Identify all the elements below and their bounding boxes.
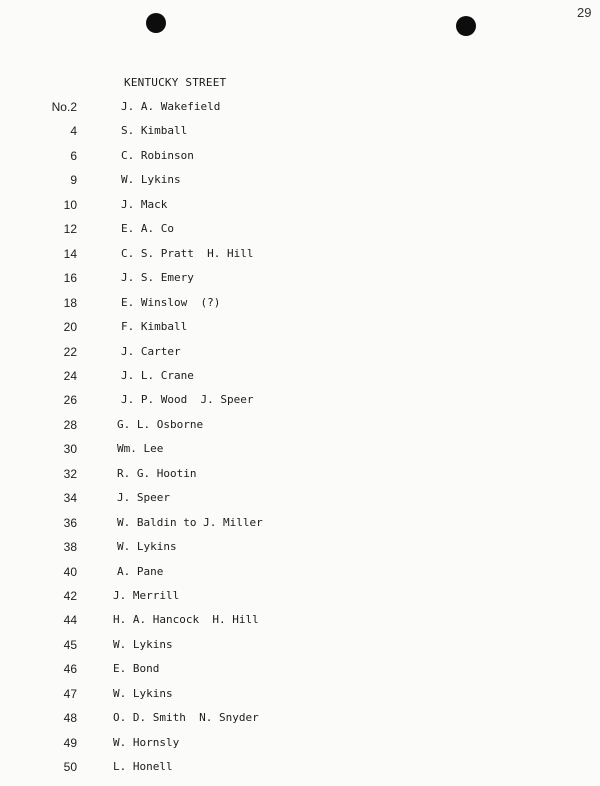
house-number: 34 — [63, 491, 77, 506]
resident-name: A. Pane — [117, 564, 164, 578]
house-number: 50 — [63, 760, 77, 775]
resident-name: J. L. Crane — [121, 368, 194, 382]
house-number: 24 — [63, 368, 77, 383]
resident-name: J. Mack — [121, 197, 168, 211]
house-number: 9 — [70, 173, 77, 188]
resident-name: W. Lykins — [121, 173, 181, 187]
resident-name: J. S. Emery — [121, 271, 194, 285]
house-number: 47 — [63, 686, 77, 701]
house-number: 28 — [63, 417, 77, 432]
resident-name: J. Carter — [121, 344, 181, 358]
house-number: 49 — [63, 735, 77, 750]
house-number: 32 — [63, 466, 77, 481]
house-number: No.2 — [51, 100, 77, 114]
resident-name: J. Speer — [117, 491, 170, 505]
house-number: 6 — [70, 148, 77, 163]
punch-hole-right — [456, 16, 476, 36]
resident-name: W. Lykins — [113, 686, 173, 700]
page-number: 29 — [577, 5, 592, 20]
resident-name: E. A. Co — [121, 222, 174, 236]
house-number: 42 — [63, 589, 77, 603]
street-title: KENTUCKY STREET — [124, 76, 227, 89]
resident-name: S. Kimball — [121, 124, 188, 138]
house-number: 18 — [63, 295, 77, 310]
house-number: 14 — [63, 246, 77, 261]
resident-name: J. Merrill — [113, 589, 180, 602]
resident-name: E. Winslow (?) — [121, 295, 221, 309]
punch-hole-left — [146, 13, 166, 33]
resident-name: W. Lykins — [117, 540, 177, 554]
resident-name: W. Lykins — [113, 637, 173, 651]
house-number: 45 — [63, 637, 77, 652]
house-number: 48 — [63, 711, 77, 726]
resident-name: G. L. Osborne — [117, 417, 204, 431]
house-number: 4 — [70, 124, 77, 139]
resident-name: J. A. Wakefield — [121, 100, 221, 113]
resident-name: L. Honell — [113, 760, 173, 774]
house-number: 44 — [63, 613, 77, 628]
house-number: 40 — [63, 564, 77, 579]
resident-name: F. Kimball — [121, 320, 188, 334]
resident-name: H. A. Hancock H. Hill — [113, 613, 259, 627]
resident-name: J. P. Wood J. Speer — [121, 393, 254, 407]
house-number: 26 — [63, 393, 77, 408]
resident-name: W. Baldin to J. Miller — [117, 515, 263, 529]
resident-name: W. Hornsly — [113, 735, 180, 749]
house-number: 46 — [63, 662, 77, 677]
resident-name: R. G. Hootin — [117, 466, 197, 480]
resident-name: C. Robinson — [121, 148, 194, 162]
house-number: 36 — [63, 515, 77, 530]
house-number: 12 — [63, 222, 77, 237]
house-number: 10 — [63, 197, 77, 212]
house-number: 22 — [63, 344, 77, 359]
house-number: 30 — [63, 442, 77, 457]
resident-name: Wm. Lee — [117, 442, 164, 456]
resident-name: C. S. Pratt H. Hill — [121, 246, 254, 260]
resident-name: O. D. Smith N. Snyder — [113, 711, 259, 725]
house-number: 38 — [63, 540, 77, 555]
house-number: 16 — [63, 271, 77, 286]
resident-name: E. Bond — [113, 662, 160, 676]
house-number: 20 — [63, 320, 77, 335]
